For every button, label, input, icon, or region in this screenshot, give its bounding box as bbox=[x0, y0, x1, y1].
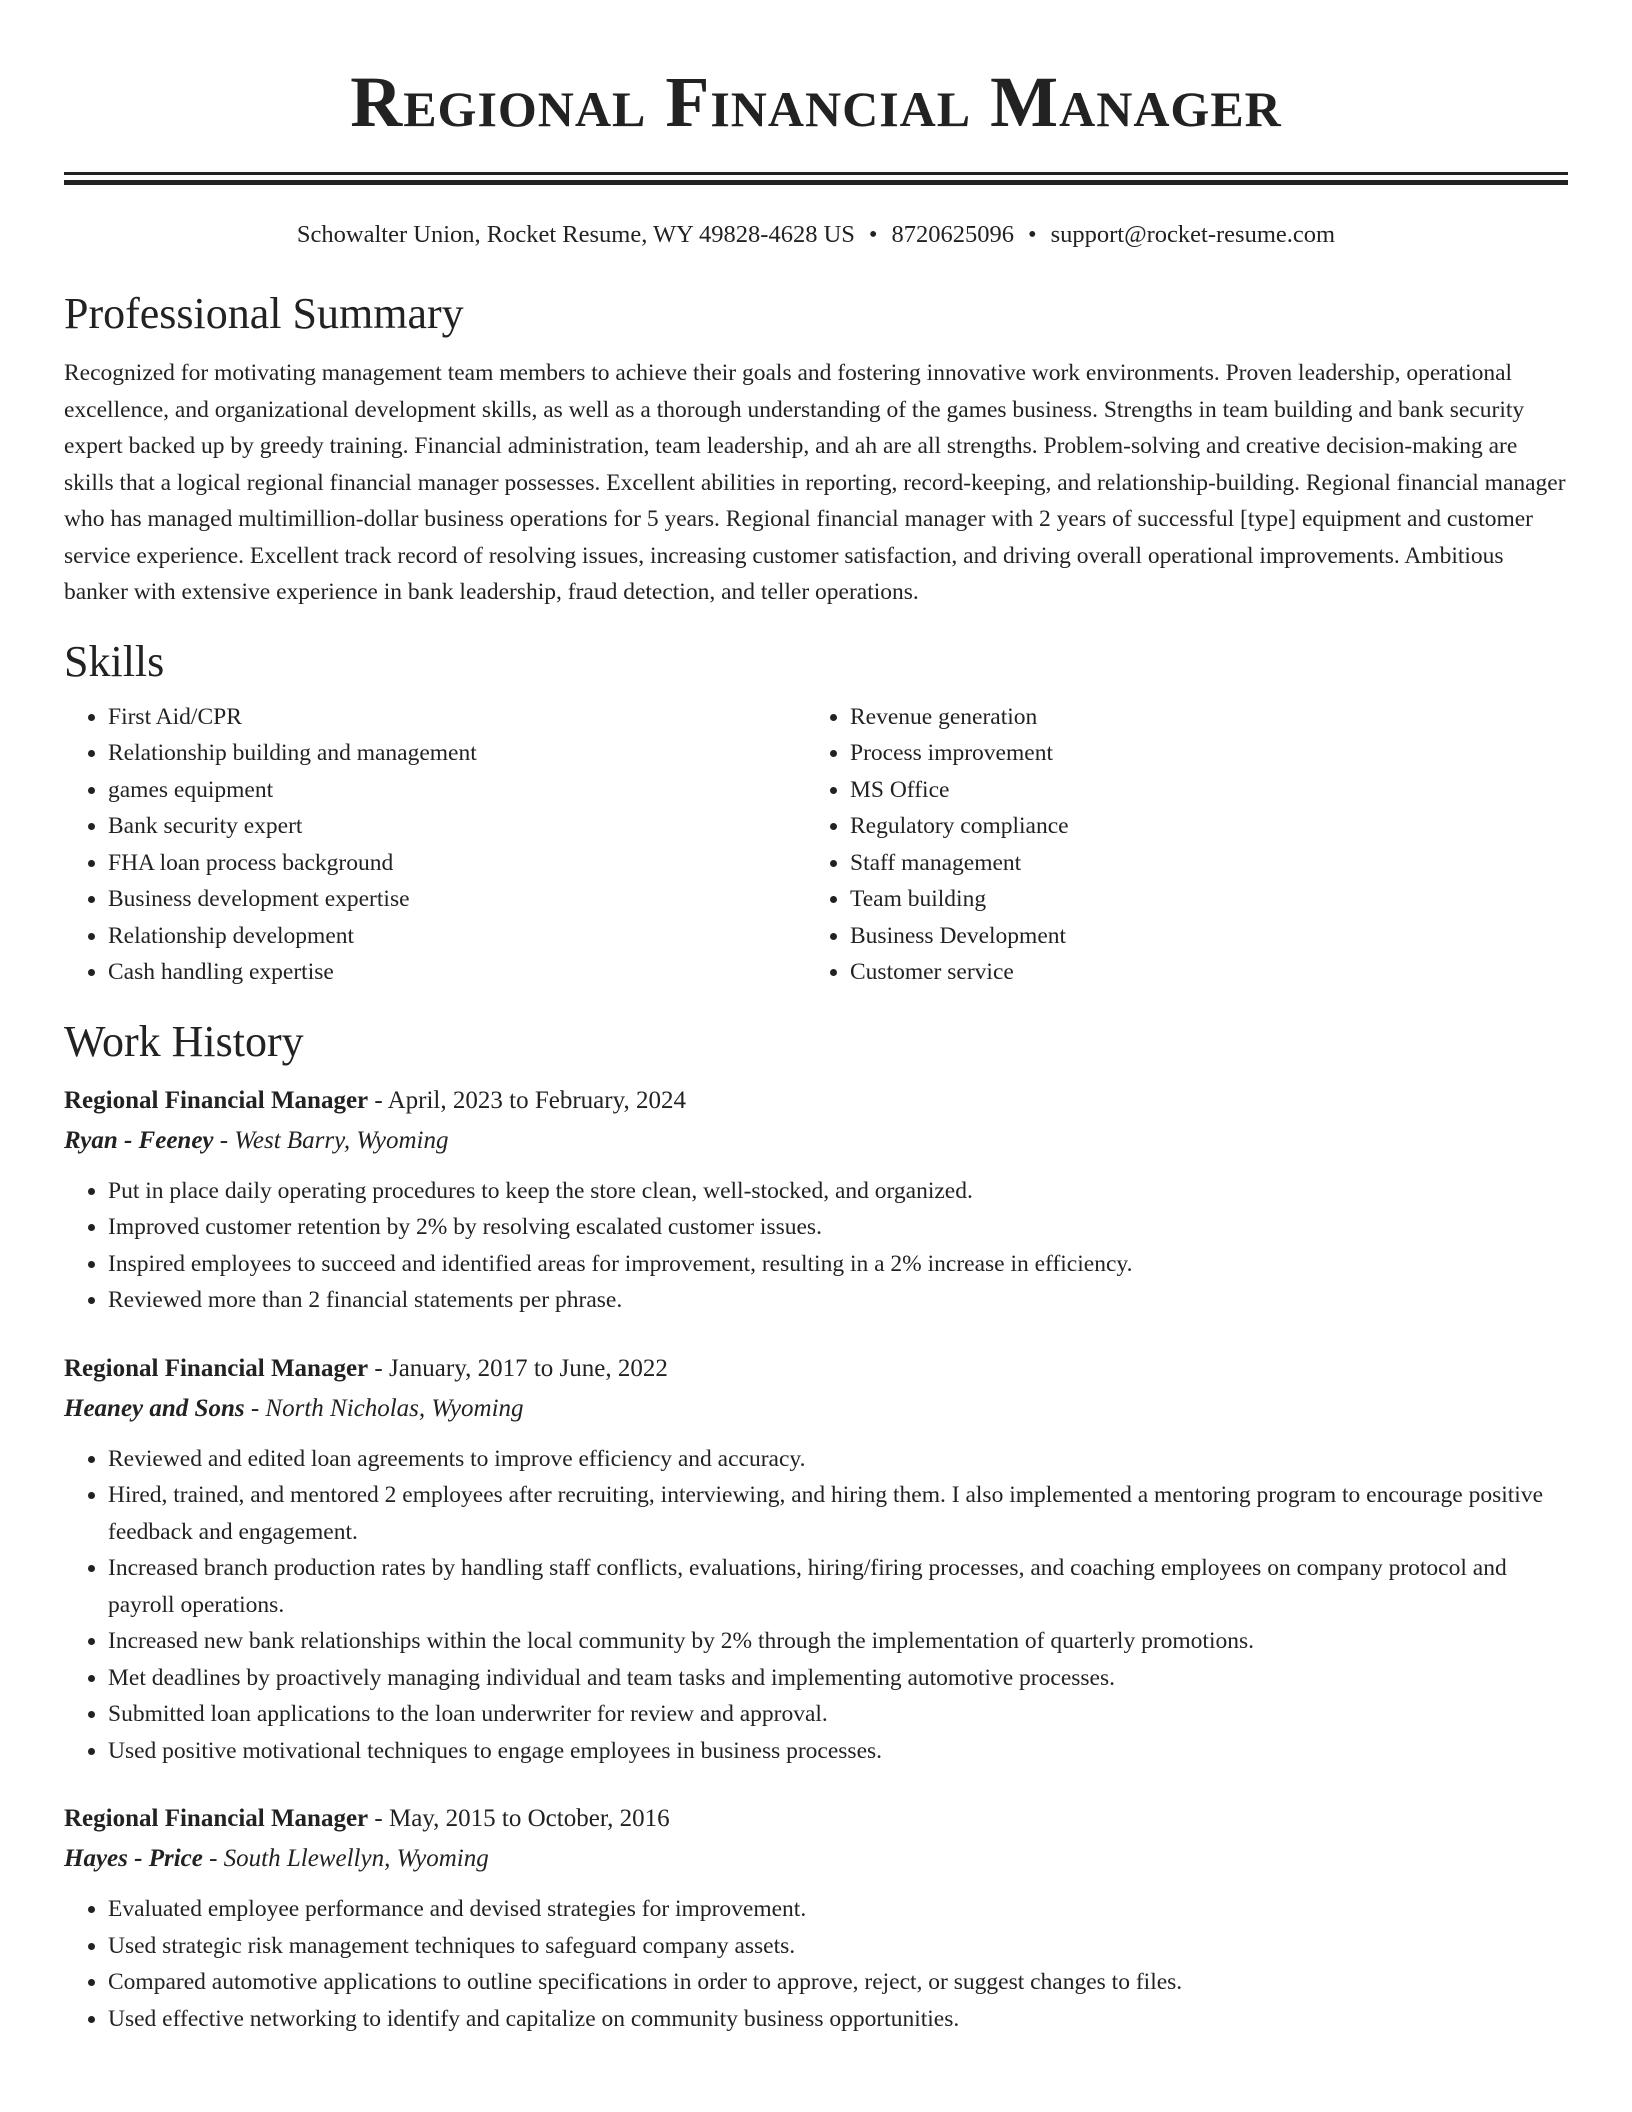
job-bullets bbox=[64, 1441, 1568, 1770]
job-bullet: • Increased new bank relationships within the local community by 2% through the implementation of quarterly promotions. bbox=[108, 1623, 1568, 1660]
skill-item: • Bank security expert bbox=[108, 808, 806, 845]
contact-email[interactable]: support@rocket-resume.com bbox=[1050, 221, 1336, 248]
job-location: - North Nicholas, Wyoming bbox=[244, 1394, 524, 1422]
job-entry bbox=[64, 1351, 1568, 1770]
job-dates: - January, 2017 to June, 2022 bbox=[368, 1354, 668, 1382]
work-history-heading: Work History bbox=[64, 1016, 304, 1066]
skill-item: • MS Office bbox=[850, 772, 1568, 809]
skill-item: • Relationship building and management bbox=[108, 735, 806, 772]
skill-item: • Customer service bbox=[850, 954, 1568, 991]
skill-item: • Cash handling expertise bbox=[108, 954, 806, 991]
skill-item: • games equipment bbox=[108, 772, 806, 809]
job-bullet: • Reviewed and edited loan agreements to improve efficiency and accuracy. bbox=[108, 1441, 1568, 1478]
skill-item: • Team building bbox=[850, 881, 1568, 918]
skills-list-left bbox=[64, 699, 806, 991]
job-company-line bbox=[64, 1123, 1568, 1159]
header-divider-thick bbox=[64, 180, 1568, 185]
contact-phone: 8720625096 bbox=[891, 221, 1014, 248]
resume-name-heading: Regional Financial Manager bbox=[350, 62, 1282, 142]
job-bullet: • Compared automotive applications to outline specifications in order to approve, reject, or suggest changes to files. bbox=[108, 1964, 1568, 2001]
job-bullet: • Used positive motivational techniques to engage employees in business processes. bbox=[108, 1733, 1568, 1770]
job-bullet: • Inspired employees to succeed and identified areas for improvement, resulting in a 2% increase in efficiency. bbox=[108, 1246, 1568, 1283]
job-heading bbox=[64, 1801, 1568, 1837]
skill-item: • FHA loan process background bbox=[108, 845, 806, 882]
job-bullet: • Improved customer retention by 2% by resolving escalated customer issues. bbox=[108, 1209, 1568, 1246]
job-bullet: • Used effective networking to identify and capitalize on community business opportunities. bbox=[108, 2001, 1568, 2038]
skills-heading: Skills bbox=[64, 636, 165, 686]
job-bullet: • Hired, trained, and mentored 2 employees after recruiting, interviewing, and hiring them. I also implemented a mentoring program to encourage positive feedback and engagement. bbox=[108, 1477, 1568, 1550]
job-title: Regional Financial Manager bbox=[64, 1354, 369, 1382]
summary-text: Recognized for motivating management team members to achieve their goals and fostering innovative work environments. Proven leadership, operational excellence, and organizational development skills, as well as a thorough understanding of the games business. Strengths in team building and bank security expert backed up by greedy training. Financial administration, team leadership, and ah are all strengths. Problem-solving and creative decision-making are skills that a logical regional financial manager possesses. Excellent abilities in reporting, record-keeping, and relationship-building. Regional financial manager who has managed multimillion-dollar business operations for 5 years. Regional financial manager with 2 years of successful [type] equipment and customer service experience. Excellent track record of resolving issues, increasing customer satisfaction, and driving overall operational improvements. Ambitious banker with extensive experience in bank leadership, fraud detection, and teller operations. bbox=[64, 360, 1566, 605]
skills-columns bbox=[64, 699, 1568, 991]
job-bullet: • Evaluated employee performance and devised strategies for improvement. bbox=[108, 1891, 1568, 1928]
job-company-line bbox=[64, 1391, 1568, 1427]
job-entry bbox=[64, 1801, 1568, 2037]
skills-list-right bbox=[806, 699, 1568, 991]
job-bullet: • Met deadlines by proactively managing individual and team tasks and implementing automotive processes. bbox=[108, 1660, 1568, 1697]
skill-item: • Process improvement bbox=[850, 735, 1568, 772]
skill-item: • Staff management bbox=[850, 845, 1568, 882]
skill-item: • Revenue generation bbox=[850, 699, 1568, 736]
job-company-line bbox=[64, 1841, 1568, 1877]
job-bullet: • Submitted loan applications to the loan underwriter for review and approval. bbox=[108, 1696, 1568, 1733]
skill-item: • Relationship development bbox=[108, 918, 806, 955]
contact-address: Schowalter Union, Rocket Resume, WY 49828-4628 US bbox=[296, 221, 855, 248]
contact-line bbox=[64, 219, 1568, 251]
header-divider-thin bbox=[64, 172, 1568, 175]
contact-separator: • bbox=[1028, 221, 1037, 248]
job-title: Regional Financial Manager bbox=[64, 1086, 369, 1114]
job-bullet: • Used strategic risk management techniques to safeguard company assets. bbox=[108, 1928, 1568, 1965]
summary-heading: Professional Summary bbox=[64, 289, 464, 338]
job-dates: - April, 2023 to February, 2024 bbox=[368, 1086, 686, 1114]
job-entry bbox=[64, 1083, 1568, 1319]
job-bullets bbox=[64, 1173, 1568, 1319]
job-heading bbox=[64, 1351, 1568, 1387]
job-bullet: • Increased branch production rates by handling staff conflicts, evaluations, hiring/firing processes, and coaching employees on company protocol and payroll operations. bbox=[108, 1550, 1568, 1623]
job-location: - West Barry, Wyoming bbox=[213, 1126, 449, 1154]
job-company: Ryan - Feeney bbox=[64, 1126, 214, 1154]
skill-item: • Business development expertise bbox=[108, 881, 806, 918]
skill-item: • First Aid/CPR bbox=[108, 699, 806, 736]
job-heading bbox=[64, 1083, 1568, 1119]
job-dates: - May, 2015 to October, 2016 bbox=[368, 1805, 670, 1832]
job-bullet: • Reviewed more than 2 financial statements per phrase. bbox=[108, 1282, 1568, 1319]
job-company: Hayes - Price bbox=[64, 1845, 203, 1872]
job-bullet: • Put in place daily operating procedures to keep the store clean, well-stocked, and organized. bbox=[108, 1173, 1568, 1210]
job-company: Heaney and Sons bbox=[64, 1394, 245, 1422]
job-location: - South Llewellyn, Wyoming bbox=[202, 1845, 489, 1872]
skill-item: • Business Development bbox=[850, 918, 1568, 955]
contact-separator: • bbox=[868, 221, 878, 248]
skill-item: • Regulatory compliance bbox=[850, 808, 1568, 845]
job-bullets bbox=[64, 1891, 1568, 2037]
job-title: Regional Financial Manager bbox=[64, 1805, 369, 1832]
